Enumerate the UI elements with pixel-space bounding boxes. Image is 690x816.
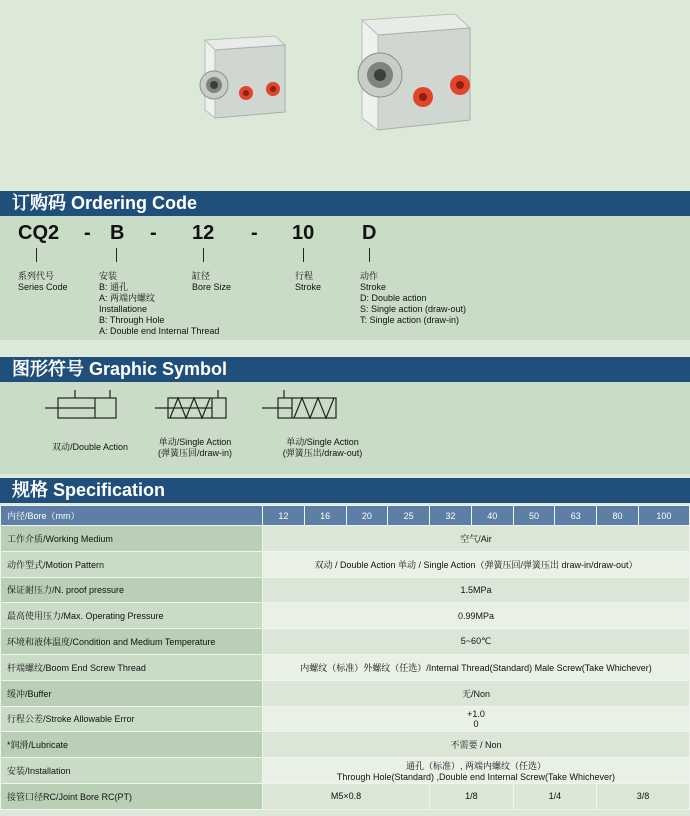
- spec-value: 双动 / Double Action 单动 / Single Action（弹簧压回/弹簧压出 draw-in/draw-out）: [263, 551, 690, 577]
- table-header-row: [1, 506, 690, 526]
- table-row: [1, 680, 690, 706]
- spec-value: 3/8: [597, 783, 690, 809]
- bore-value: 12: [263, 506, 305, 526]
- bore-value: 100: [638, 506, 689, 526]
- table-row: [1, 551, 690, 577]
- spec-name: 杆端螺纹/Boom End Screw Thread: [1, 654, 263, 680]
- code-action: D: [362, 222, 377, 244]
- bore-value: 40: [471, 506, 513, 526]
- bore-size-label: 缸径 Bore Size: [192, 271, 232, 292]
- spec-value: 内螺纹（标准）外螺纹（任选）/Internal Thread(Standard) Male Screw(Take Whichever): [263, 654, 690, 680]
- double-action-symbol: [45, 390, 116, 418]
- spec-value: +1.0 0: [263, 706, 690, 732]
- spec-name: 安装/Installation: [1, 758, 263, 784]
- table-row: [1, 654, 690, 680]
- spec-value: 5~60℃: [263, 629, 690, 655]
- series-code-label: 系列代号 Series Code: [18, 271, 68, 292]
- code-tick: [303, 248, 304, 262]
- spec-name: 接管口径RC/Joint Bore RC(PT): [1, 783, 263, 809]
- spec-value: 通孔（标准）, 两端内螺纹（任选） Through Hole(Standard) ,Double end Internal Screw(Take Whichever): [263, 758, 690, 784]
- spec-value: 无/Non: [263, 680, 690, 706]
- large-cylinder-image: [358, 14, 470, 130]
- bore-value: 80: [597, 506, 639, 526]
- bore-value: 50: [513, 506, 555, 526]
- small-cylinder-image: [200, 36, 285, 118]
- ordering-code-heading: 订购码 Ordering Code: [0, 191, 690, 216]
- spec-name: 动作型式/Motion Pattern: [1, 551, 263, 577]
- spec-value: 不需要 / Non: [263, 732, 690, 758]
- spec-name: 最高使用压力/Max. Operating Pressure: [1, 603, 263, 629]
- code-dash: -: [251, 222, 258, 244]
- bore-value: 20: [346, 506, 388, 526]
- spec-value: 1/4: [513, 783, 597, 809]
- double-action-caption: 双动/Double Action: [51, 442, 129, 452]
- spec-name: 行程公差/Stroke Allowable Error: [1, 706, 263, 732]
- table-row: [1, 577, 690, 603]
- spec-name: *润滑/Lubricate: [1, 732, 263, 758]
- bore-value: 25: [388, 506, 430, 526]
- code-tick: [36, 248, 37, 262]
- code-series: CQ2: [18, 222, 60, 244]
- specification-heading: 规格 Specification: [0, 478, 690, 503]
- single-action-draw-in-symbol: [155, 390, 226, 418]
- table-row: [1, 732, 690, 758]
- install-label: 安装 B: 通孔 A: 两端内螺纹 Installatione B: Through Hole A: Double end Internal Thread: [99, 271, 220, 336]
- single-draw-in-caption: 单动/Single Action (弹簧压回/draw-in): [157, 437, 232, 458]
- single-action-draw-out-symbol: [262, 390, 336, 418]
- table-row: [1, 706, 690, 732]
- product-photo: [0, 0, 690, 190]
- table-row: [1, 629, 690, 655]
- bore-value: 32: [430, 506, 472, 526]
- action-label: 动作 Stroke D: Double action S: Single action (draw-out) T: Single action (draw-in): [360, 271, 467, 325]
- table-row: [1, 526, 690, 552]
- specification-table: [0, 505, 690, 810]
- spec-value: 0.99MPa: [263, 603, 690, 629]
- code-dash: -: [150, 222, 157, 244]
- single-draw-out-caption: 单动/Single Action (弹簧压出/draw-out): [282, 437, 363, 458]
- bore-header: 内径/Bore（mm）: [1, 506, 263, 526]
- bore-value: 16: [304, 506, 346, 526]
- code-stroke: 10: [292, 222, 315, 244]
- spec-value: 1/8: [430, 783, 514, 809]
- stroke-label: 行程 Stroke: [295, 271, 322, 292]
- table-row: [1, 783, 690, 809]
- spec-value: 空气/Air: [263, 526, 690, 552]
- bore-value: 63: [555, 506, 597, 526]
- cylinder-symbols: [0, 390, 400, 430]
- spec-value: M5×0.8: [263, 783, 430, 809]
- table-row: [1, 758, 690, 784]
- code-tick: [116, 248, 117, 262]
- spec-name: 环境和液体温度/Condition and Medium Temperature: [1, 629, 263, 655]
- code-install: B: [110, 222, 125, 244]
- spec-name: 保证耐压力/N. proof pressure: [1, 577, 263, 603]
- graphic-symbol-heading: 图形符号 Graphic Symbol: [0, 357, 690, 382]
- code-tick: [369, 248, 370, 262]
- code-tick: [203, 248, 204, 262]
- code-bore: 12: [192, 222, 215, 244]
- table-row: [1, 603, 690, 629]
- spec-name: 缓冲/Buffer: [1, 680, 263, 706]
- code-dash: -: [84, 222, 91, 244]
- spec-value: 1.5MPa: [263, 577, 690, 603]
- spec-name: 工作介质/Working Medium: [1, 526, 263, 552]
